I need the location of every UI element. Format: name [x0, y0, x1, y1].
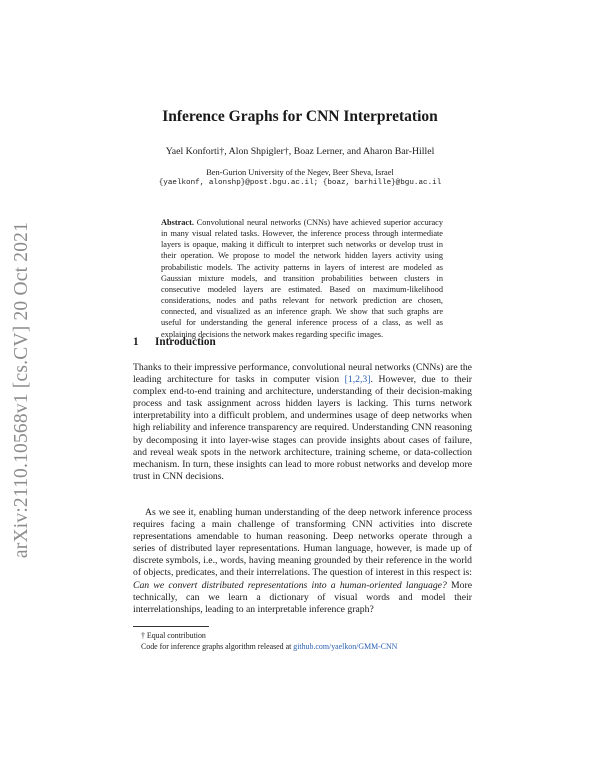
paper-title: Inference Graphs for CNN Interpretation [162, 108, 438, 125]
paragraph-text: As we see it, enabling human understanding of the deep network inference process requires facing a main challenge of transforming CNN activities into discrete representations amendable to human reasoning. Deep networks operate through a series of distributed layer representations. Human language, however, is made up of discrete symbols, i.e., words, having meaning grounded by their reference in the world of objects, predicates, and their interrelations. The question of interest in this respect is: [133, 507, 472, 579]
footnote-code [141, 641, 480, 652]
paragraph-text: . However, due to their complex end-to-end training and architecture, understanding of their decision-making process and task assignment across hidden layers is lacking. This turns network interpretability into a difficult problem, and undermines usage of deep networks when high reliability and inference transparency are required. Understanding CNN reasoning by decomposing it into layer-wise stages can provide insights about cases of failure, and reveal weak spots in the network architecture, training scheme, or data-collection mechanism. In turn, these insights can lead to more robust networks and develop more trust in CNN decisions. [133, 374, 472, 482]
abstract-heading: Abstract. [161, 218, 194, 227]
section-number: 1 [133, 336, 139, 348]
arxiv-stamp [4, 210, 40, 570]
research-question: Can we convert distributed representations into a human-oriented language? [133, 579, 447, 591]
github-link[interactable]: github.com/yaelkon/GMM-CNN [293, 642, 398, 651]
citation-link[interactable]: [1,2,3] [344, 374, 371, 386]
footnote-text: Code for inference graphs algorithm released at [141, 642, 294, 651]
affiliation-block [0, 167, 600, 189]
footnote-equal-contribution: † Equal contribution [141, 631, 206, 640]
intro-paragraph-2 [133, 507, 472, 616]
paragraph-text: More technically, can we learn a dictionary of visual words and model their interrelationships, leading to an interpretable inference graph? [133, 579, 472, 615]
section-title: Introduction [155, 336, 216, 348]
author-list: Yael Konforti†, Alon Shpigler†, Boaz Lerner, and Aharon Bar-Hillel [165, 146, 435, 157]
arxiv-identifier[interactable]: arXiv:2110.10568v1 [cs.CV] 20 Oct 2021 [11, 221, 33, 559]
paragraph-text: Thanks to their impressive performance, convolutional neural networks (CNNs) are the leading architecture for tasks in computer vision [133, 362, 472, 386]
affiliation: Ben-Gurion University of the Negev, Beer Sheva, Israel [206, 168, 394, 177]
intro-paragraph-1 [133, 362, 472, 483]
abstract [161, 217, 443, 340]
footnote-divider [133, 626, 209, 627]
abstract-text: Convolutional neural networks (CNNs) have achieved superior accuracy in many visual related tasks. However, the inference process through intermediate layers is opaque, making it difficult to interpret such networks or develop trust in their operation. We propose to model the network hidden layers activity using probabilistic models. The activity patterns in layers of interest are modeled as Gaussian mixture models, and transition probabilities between clusters in consecutive modeled layers are estimated. Based on maximum-likelihood considerations, nodes and paths relevant for network prediction are chosen, connected, and visualized as an inference graph. We show that such graphs are useful for understanding the general inference process of a class, as well as explaining decisions the network makes regarding specific images. [161, 218, 443, 339]
author-emails: {yaelkonf, alonshp}@post.bgu.ac.il; {boaz, barhille}@bgu.ac.il [158, 179, 442, 188]
section-heading-introduction [133, 336, 216, 348]
